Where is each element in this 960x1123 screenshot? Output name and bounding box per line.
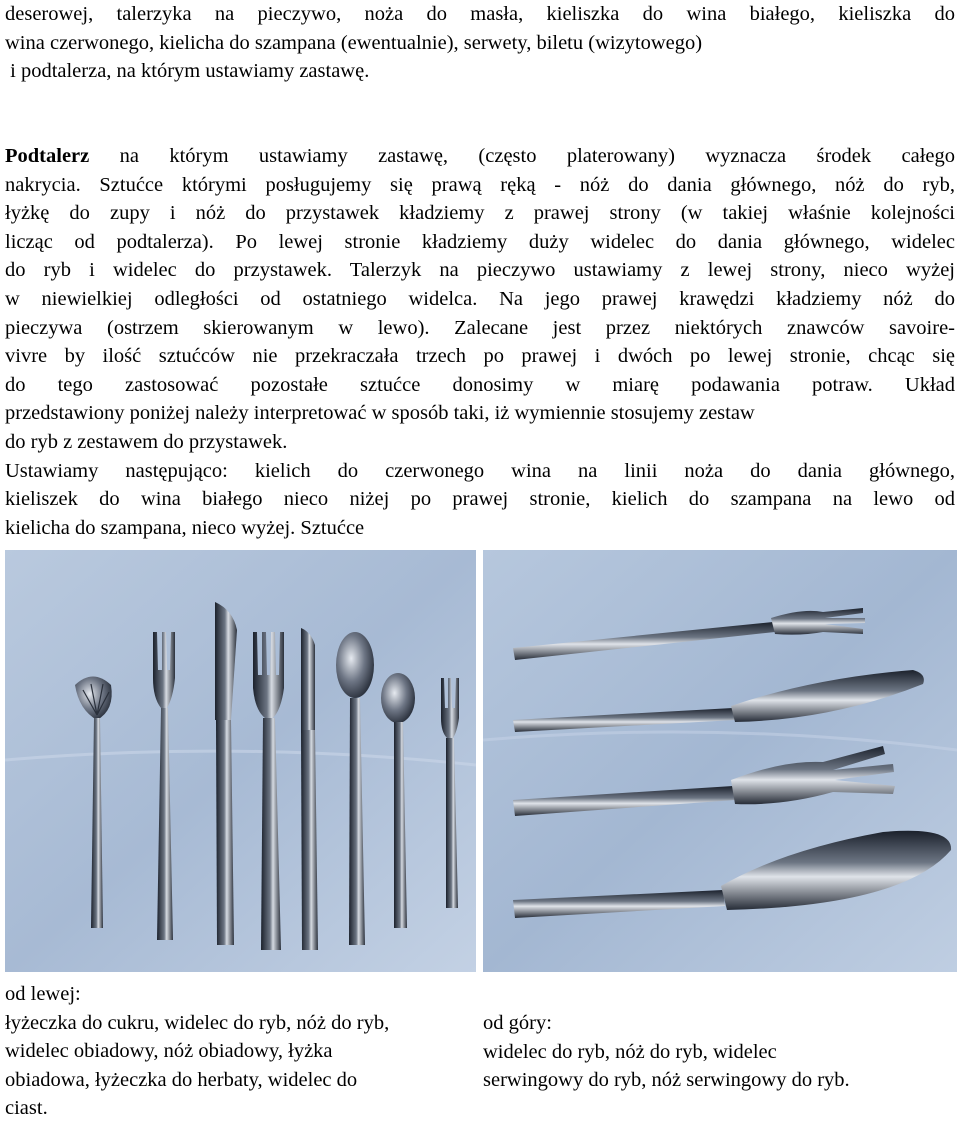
text-line: deserowej, talerzyka na pieczywo, noża do masła, kieliszka do wina białego, kieliszka do: [5, 3, 955, 25]
text-line: vivre by ilość sztućców nie przekraczała trzech po prawej i dwóch po lewej stronie, chcąc się: [5, 345, 955, 368]
caption-line: widelec do ryb, nóż do ryb, widelec: [483, 1040, 777, 1063]
text-line: przedstawiony poniżej należy interpretować w sposób taki, iż wymiennie stosujemy zestaw: [5, 402, 755, 425]
caption-line: obiadowa, łyżeczka do herbaty, widelec do: [5, 1068, 358, 1091]
fish-cutlery-horizontal-image: [483, 550, 957, 972]
text-line: [5, 142, 955, 171]
cutlery-photo-right: [483, 550, 957, 972]
text-line: Ustawiamy następująco: kielich do czerwonego wina na linii noża do dania głównego,: [5, 459, 955, 482]
text-line: pieczywa (ostrzem skierowanym w lewo). Zalecane jest przez niektórych znawców savoire-: [5, 316, 955, 339]
caption-line: ciast.: [5, 1097, 48, 1120]
text-line: nakrycia. Sztućce którymi posługujemy się prawą ręką - nóż do dania głównego, nóż do ryb,: [5, 173, 955, 196]
bold-term: Podtalerz: [5, 145, 90, 167]
text-line: do tego zastosować pozostałe sztućce donosimy w miarę podawania potraw. Układ: [5, 373, 955, 396]
text-line: łyżkę do zupy i nóż do przystawek kładziemy z prawej strony (w takiej właśnie kolejności: [5, 202, 955, 225]
caption-line: serwingowy do ryb, nóż serwingowy do ryb.: [483, 1069, 850, 1092]
caption-line: łyżeczka do cukru, widelec do ryb, nóż do ryb,: [5, 1011, 390, 1034]
caption-right: [483, 1009, 850, 1095]
text-line: do ryb z zestawem do przystawek.: [5, 430, 288, 453]
caption-left: [5, 980, 389, 1123]
caption-heading: od lewej:: [5, 983, 81, 1005]
text-line: licząc od podtalerza). Po lewej stronie kładziemy duży widelec do dania głównego, widelec: [5, 230, 955, 253]
text-line: wina czerwonego, kielicha do szampana (ewentualnie), serwety, biletu (wizytowego): [5, 31, 703, 54]
main-paragraph: [5, 142, 955, 542]
text-line: w niewielkiej odległości od ostatniego widelca. Na jego prawej krawędzi kładziemy nóż do: [5, 287, 955, 310]
caption-heading: od góry:: [483, 1012, 552, 1034]
cutlery-photo-left: [5, 550, 476, 972]
caption-line: widelec obiadowy, nóż obiadowy, łyżka: [5, 1040, 333, 1063]
text-line: i podtalerza, na którym ustawiamy zastawę.: [5, 60, 370, 83]
intro-paragraph: [5, 0, 955, 86]
text-span: na którym ustawiamy zastawę, (często platerowany) wyznacza środek całego: [89, 145, 955, 167]
text-line: kieliszek do wina białego nieco niżej po prawej stronie, kielich do szampana na lewo od: [5, 488, 955, 511]
cutlery-set-vertical-image: [5, 550, 476, 972]
text-line: kielicha do szampana, nieco wyżej. Sztućce: [5, 516, 365, 539]
text-line: do ryb i widelec do przystawek. Talerzyk na pieczywo ustawiamy z lewej strony, nieco wyżej: [5, 259, 955, 282]
